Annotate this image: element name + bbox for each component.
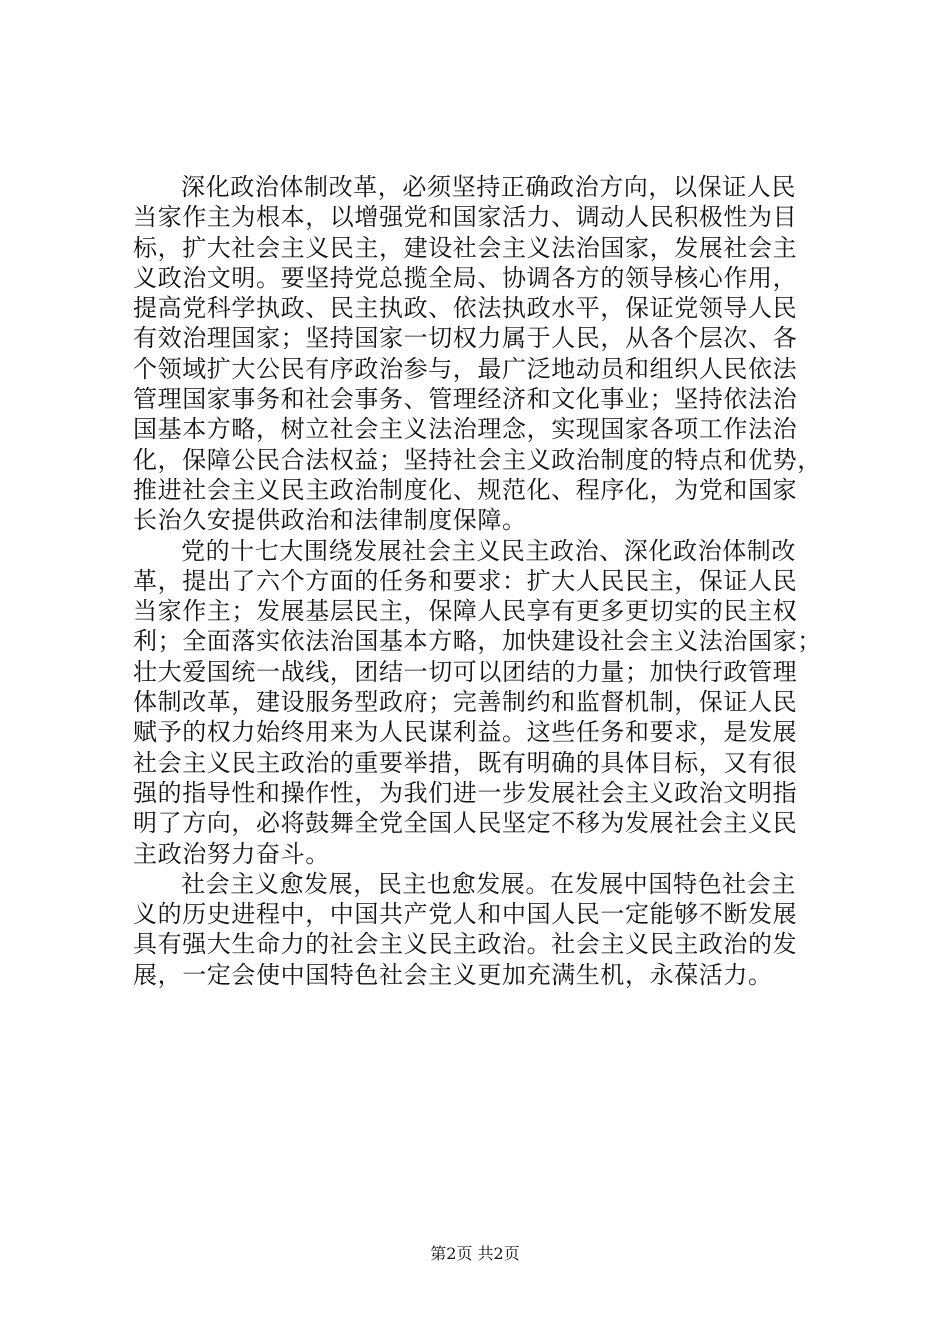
text-line: 管理国家事务和社会事务、管理经济和文化事业；坚持依法治 bbox=[133, 385, 798, 414]
text-line: 利；全面落实依法治国基本方略，加快建设社会主义法治国家； bbox=[133, 627, 822, 656]
text-line: 个领域扩大公民有序政治参与，最广泛地动员和组织人民依法 bbox=[133, 354, 798, 383]
text-line: 展，一定会使中国特色社会主义更加充满生机，永葆活力。 bbox=[133, 960, 773, 989]
text-line: 具有强大生命力的社会主义民主政治。社会主义民主政治的发 bbox=[133, 930, 798, 959]
text-line: 社会主义民主政治的重要举措，既有明确的具体目标，又有很 bbox=[133, 748, 798, 777]
text-line: 长治久安提供政治和法律制度保障。 bbox=[133, 506, 527, 535]
text-line: 国基本方略，树立社会主义法治理念，实现国家各项工作法治 bbox=[133, 415, 798, 444]
text-line: 有效治理国家；坚持国家一切权力属于人民，从各个层次、各 bbox=[133, 324, 798, 353]
text-line: 强的指导性和操作性，为我们进一步发展社会主义政治文明指 bbox=[133, 778, 798, 807]
text-line: 义政治文明。要坚持党总揽全局、协调各方的领导核心作用， bbox=[133, 263, 798, 292]
paragraph-1 bbox=[133, 172, 828, 536]
text-line: 赋予的权力始终用来为人民谋利益。这些任务和要求，是发展 bbox=[133, 718, 798, 747]
text-line: 体制改革，建设服务型政府；完善制约和监督机制，保证人民 bbox=[133, 688, 798, 717]
text-line: 当家作主；发展基层民主，保障人民享有更多更切实的民主权 bbox=[133, 597, 798, 626]
text-line: 义的历史进程中，中国共产党人和中国人民一定能够不断发展 bbox=[133, 900, 798, 929]
text-line: 革，提出了六个方面的任务和要求：扩大人民民主，保证人民 bbox=[133, 566, 798, 595]
paragraph-3 bbox=[133, 869, 828, 990]
text-line: 社会主义愈发展，民主也愈发展。在发展中国特色社会主 bbox=[181, 869, 796, 898]
text-line: 壮大爱国统一战线，团结一切可以团结的力量；加快行政管理 bbox=[133, 657, 798, 686]
text-line: 化，保障公民合法权益；坚持社会主义政治制度的特点和优势， bbox=[133, 445, 822, 474]
text-line: 主政治努力奋斗。 bbox=[133, 839, 330, 868]
page-number-footer: 第2页 共2页 bbox=[430, 1244, 520, 1263]
text-line: 当家作主为根本，以增强党和国家活力、调动人民积极性为目 bbox=[133, 203, 798, 232]
text-line: 明了方向，必将鼓舞全党全国人民坚定不移为发展社会主义民 bbox=[133, 809, 798, 838]
text-line: 提高党科学执政、民主执政、依法执政水平，保证党领导人民 bbox=[133, 294, 798, 323]
text-line: 深化政治体制改革，必须坚持正确政治方向，以保证人民 bbox=[181, 173, 796, 201]
document-body bbox=[133, 172, 828, 990]
text-line: 党的十七大围绕发展社会主义民主政治、深化政治体制改 bbox=[181, 536, 796, 565]
text-line: 标，扩大社会主义民主，建设社会主义法治国家，发展社会主 bbox=[133, 233, 798, 262]
paragraph-2 bbox=[133, 536, 828, 869]
text-line: 推进社会主义民主政治制度化、规范化、程序化，为党和国家 bbox=[133, 475, 798, 504]
